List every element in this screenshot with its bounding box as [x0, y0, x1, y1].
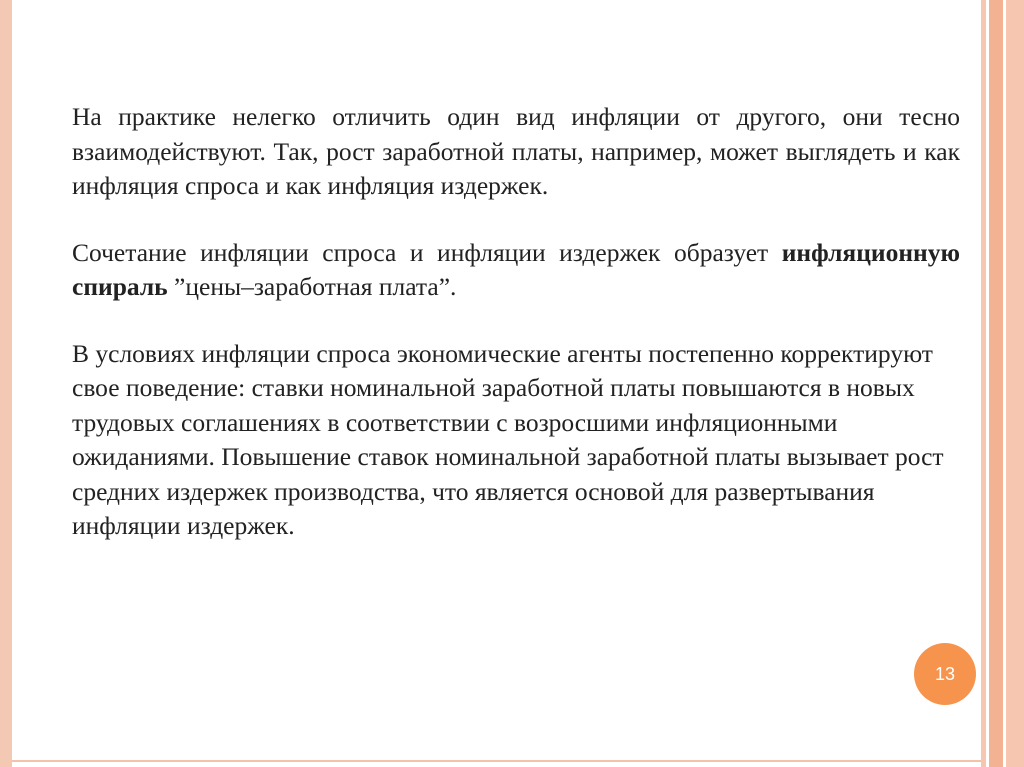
paragraph-inflation-spiral	[72, 236, 960, 305]
spiral-outro-text: ”цены–заработная плата”.	[167, 272, 457, 301]
bottom-decorative-line	[12, 760, 981, 762]
paragraph-inflation-interaction: На практике нелегко отличить один вид инфляции от другого, они тесно взаимодействуют. Так, рост заработной платы, например, может выглядеть и как инфляция спроса и как инфляция издержек.	[72, 102, 960, 200]
right-decorative-stripe	[1006, 0, 1024, 767]
left-decorative-border	[0, 0, 12, 767]
slide-body	[72, 100, 960, 576]
page-number-badge: 13	[914, 643, 976, 705]
paragraph-demand-inflation: В условиях инфляции спроса экономические агенты постепенно корректируют свое поведение: ставки номинальной заработной платы повышаются в новых трудовых соглашениях в соответствии с возросшими инфляционными ожиданиями. Повышение ставок номинальной заработной платы вызывает рост средних издержек производства, что является основой для развертывания инфляции издержек.	[72, 338, 944, 540]
right-decorative-stripe	[989, 0, 1003, 767]
spiral-bold-term: инфляционную спираль	[72, 237, 960, 301]
spiral-intro-text: Сочетание инфляции спроса и инфляции издержек образует	[72, 237, 782, 267]
